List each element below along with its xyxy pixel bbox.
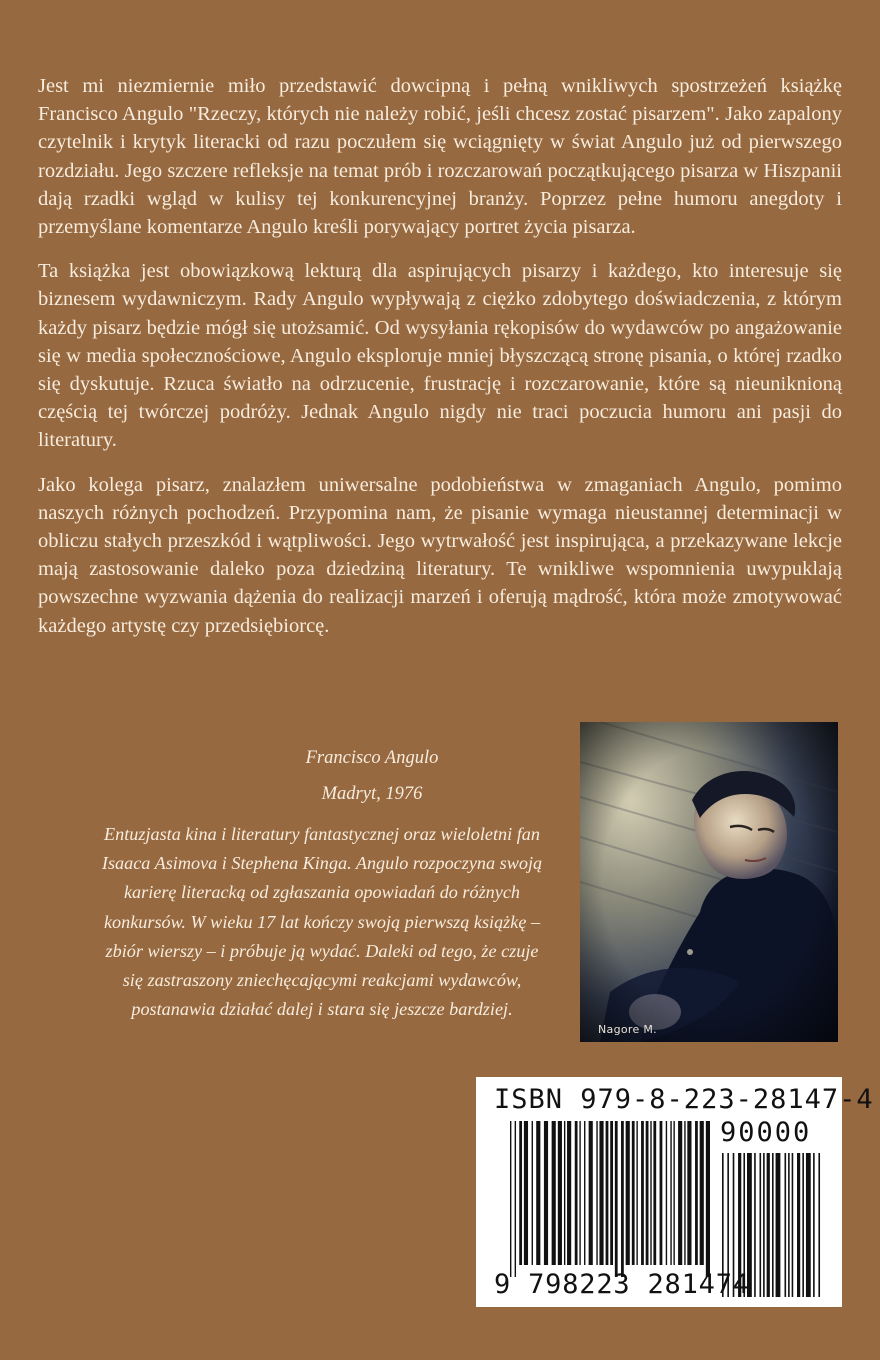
- barcode-bar: [666, 1121, 667, 1265]
- barcode-bar: [767, 1153, 770, 1297]
- barcode-bar: [636, 1121, 637, 1265]
- barcode-bar: [558, 1121, 562, 1265]
- barcode-bar: [610, 1121, 613, 1265]
- author-name: Francisco Angulo: [305, 748, 439, 768]
- photo-credit: Nagore M.: [598, 1023, 657, 1036]
- barcode-bar: [763, 1153, 765, 1297]
- barcode-bar: [813, 1153, 815, 1297]
- barcode-bar: [646, 1121, 649, 1265]
- author-heading: [214, 744, 530, 808]
- barcode-bar: [536, 1121, 540, 1265]
- barcode-bar: [567, 1121, 571, 1265]
- barcode-bar: [695, 1121, 698, 1265]
- barcode-bar: [802, 1153, 804, 1297]
- barcode-bar: [596, 1121, 597, 1265]
- barcode-bar: [519, 1121, 522, 1265]
- barcode-bar: [575, 1121, 578, 1265]
- barcode-bar: [524, 1121, 528, 1265]
- barcode-bar: [660, 1121, 663, 1265]
- barcode-ean-digits: 9 798223 281474: [494, 1269, 750, 1300]
- blurb-paragraph-2: Ta książka jest obowiązkową lekturą dla aspirujących pisarzy i każdego, kto interesuje się biznesem wydawniczym. Rady Angulo wypływają z ciężko zdobytego doświadczenia, z którym każdy pisarz będzie mógł się utożsamić. Od wysyłania rękopisów do wydawców po angażowanie się w media społecznościowe, Angulo eksploruje mniej błyszczącą stronę pisania, o której rzadko się dyskutuje. Rzuca światło na odrzucenie, frustrację i rozczarowanie, które są nieuniknioną częścią tej twórczej podróży. Jednak Angulo nigdy nie traci poczucia humoru ani pasji do literatury.: [38, 260, 842, 452]
- barcode-bar: [806, 1153, 811, 1297]
- barcode-bar: [687, 1121, 691, 1265]
- barcode-bar: [650, 1121, 651, 1265]
- author-bio: Entuzjasta kina i literatury fantastycznej oraz wieloletni fan Isaaca Asimova i Stephena Kinga. Angulo rozpoczyna swoją karierę literacką od zgłaszania opowiadań do różnych konkursów. W wieku 17 lat kończy swoją pierwszą książkę – zbiór wierszy – i próbuje ją wydać. Daleki od tego, że czuje się zastraszony zniechęcającymi reakcjami wydawców, postanawia działać dalej i stara się jeszcze bardziej.: [101, 824, 543, 1020]
- barcode-bar: [621, 1121, 624, 1277]
- barcode-bar: [678, 1121, 682, 1265]
- isbn-label: ISBN 979-8-223-28147-4: [494, 1084, 874, 1115]
- barcode-bar: [772, 1153, 774, 1297]
- barcode-bar: [589, 1121, 593, 1265]
- barcode-bar: [760, 1153, 762, 1297]
- barcode-addon-digits: 90000: [720, 1117, 812, 1148]
- barcode-bar: [818, 1153, 820, 1297]
- barcode-bar: [785, 1153, 787, 1297]
- barcode-bar: [510, 1121, 511, 1277]
- barcode-bar: [532, 1121, 533, 1265]
- barcode-bar: [797, 1153, 800, 1297]
- barcode-bar: [792, 1153, 794, 1297]
- blurb-paragraph-3: Jako kolega pisarz, znalazłem uniwersalne podobieństwa w zmaganiach Angulo, pomimo naszych różnych pochodzeń. Przypomina nam, że pisanie wymaga nieustannej determinacji w obliczu stałych przeszkód i wątpliwości. Jego wytrwałość jest inspirująca, a przekazywane lekcje mają zastosowanie daleko poza dziedziną literatury. Te wnikliwe wspomnienia uwypuklają powszechne wyzwania dążenia do realizacji marzeń i oferują mądrość, która może zmotywować każdego artystę czy przedsiębiorcę.: [38, 473, 842, 637]
- barcode-bar: [670, 1121, 671, 1265]
- barcode-bar: [615, 1121, 618, 1277]
- author-photo: [580, 722, 838, 1042]
- barcode-bar: [706, 1121, 710, 1277]
- barcode-bar: [684, 1121, 685, 1265]
- isbn-barcode: [476, 1077, 874, 1307]
- barcode-bar: [626, 1121, 630, 1265]
- barcode-bar: [754, 1153, 756, 1297]
- author-origin: Madryt, 1976: [321, 784, 423, 804]
- barcode-bar: [544, 1121, 548, 1265]
- barcode-bar: [673, 1121, 674, 1265]
- barcode-bar: [584, 1121, 585, 1265]
- barcode-bar: [788, 1153, 790, 1297]
- barcode-bar: [641, 1121, 644, 1265]
- barcode-bar: [599, 1121, 603, 1265]
- barcode-bar: [564, 1121, 565, 1265]
- barcode-bar: [515, 1121, 516, 1277]
- barcode-bar: [579, 1121, 580, 1265]
- barcode-bar: [606, 1121, 609, 1265]
- barcode-bar: [776, 1153, 781, 1297]
- barcode-bar: [653, 1121, 656, 1265]
- barcode-bar: [632, 1121, 635, 1265]
- barcode-bar: [552, 1121, 556, 1265]
- author-photo-image: [580, 722, 838, 1042]
- blurb-paragraph-1: Jest mi niezmiernie miło przedstawić dowcipną i pełną wnikliwych spostrzeżeń książkę Francisco Angulo "Rzeczy, których nie należy robić, jeśli chcesz zostać pisarzem". Jako zapalony czytelnik i krytyk literacki od razu poczułem się wciągnięty w świat Angulo już od pierwszego rozdziału. Jego szczere refleksje na temat prób i rozczarowań początkującego pisarza w Hiszpanii dają rzadki wgląd w kulisy tej konkurencyjnej branży. Poprzez pełne humoru anegdoty i przemyślane komentarze Angulo kreśli porywający portret życia pisarza.: [38, 75, 842, 239]
- barcode-bar: [700, 1121, 704, 1265]
- back-cover-blurb: [38, 72, 842, 656]
